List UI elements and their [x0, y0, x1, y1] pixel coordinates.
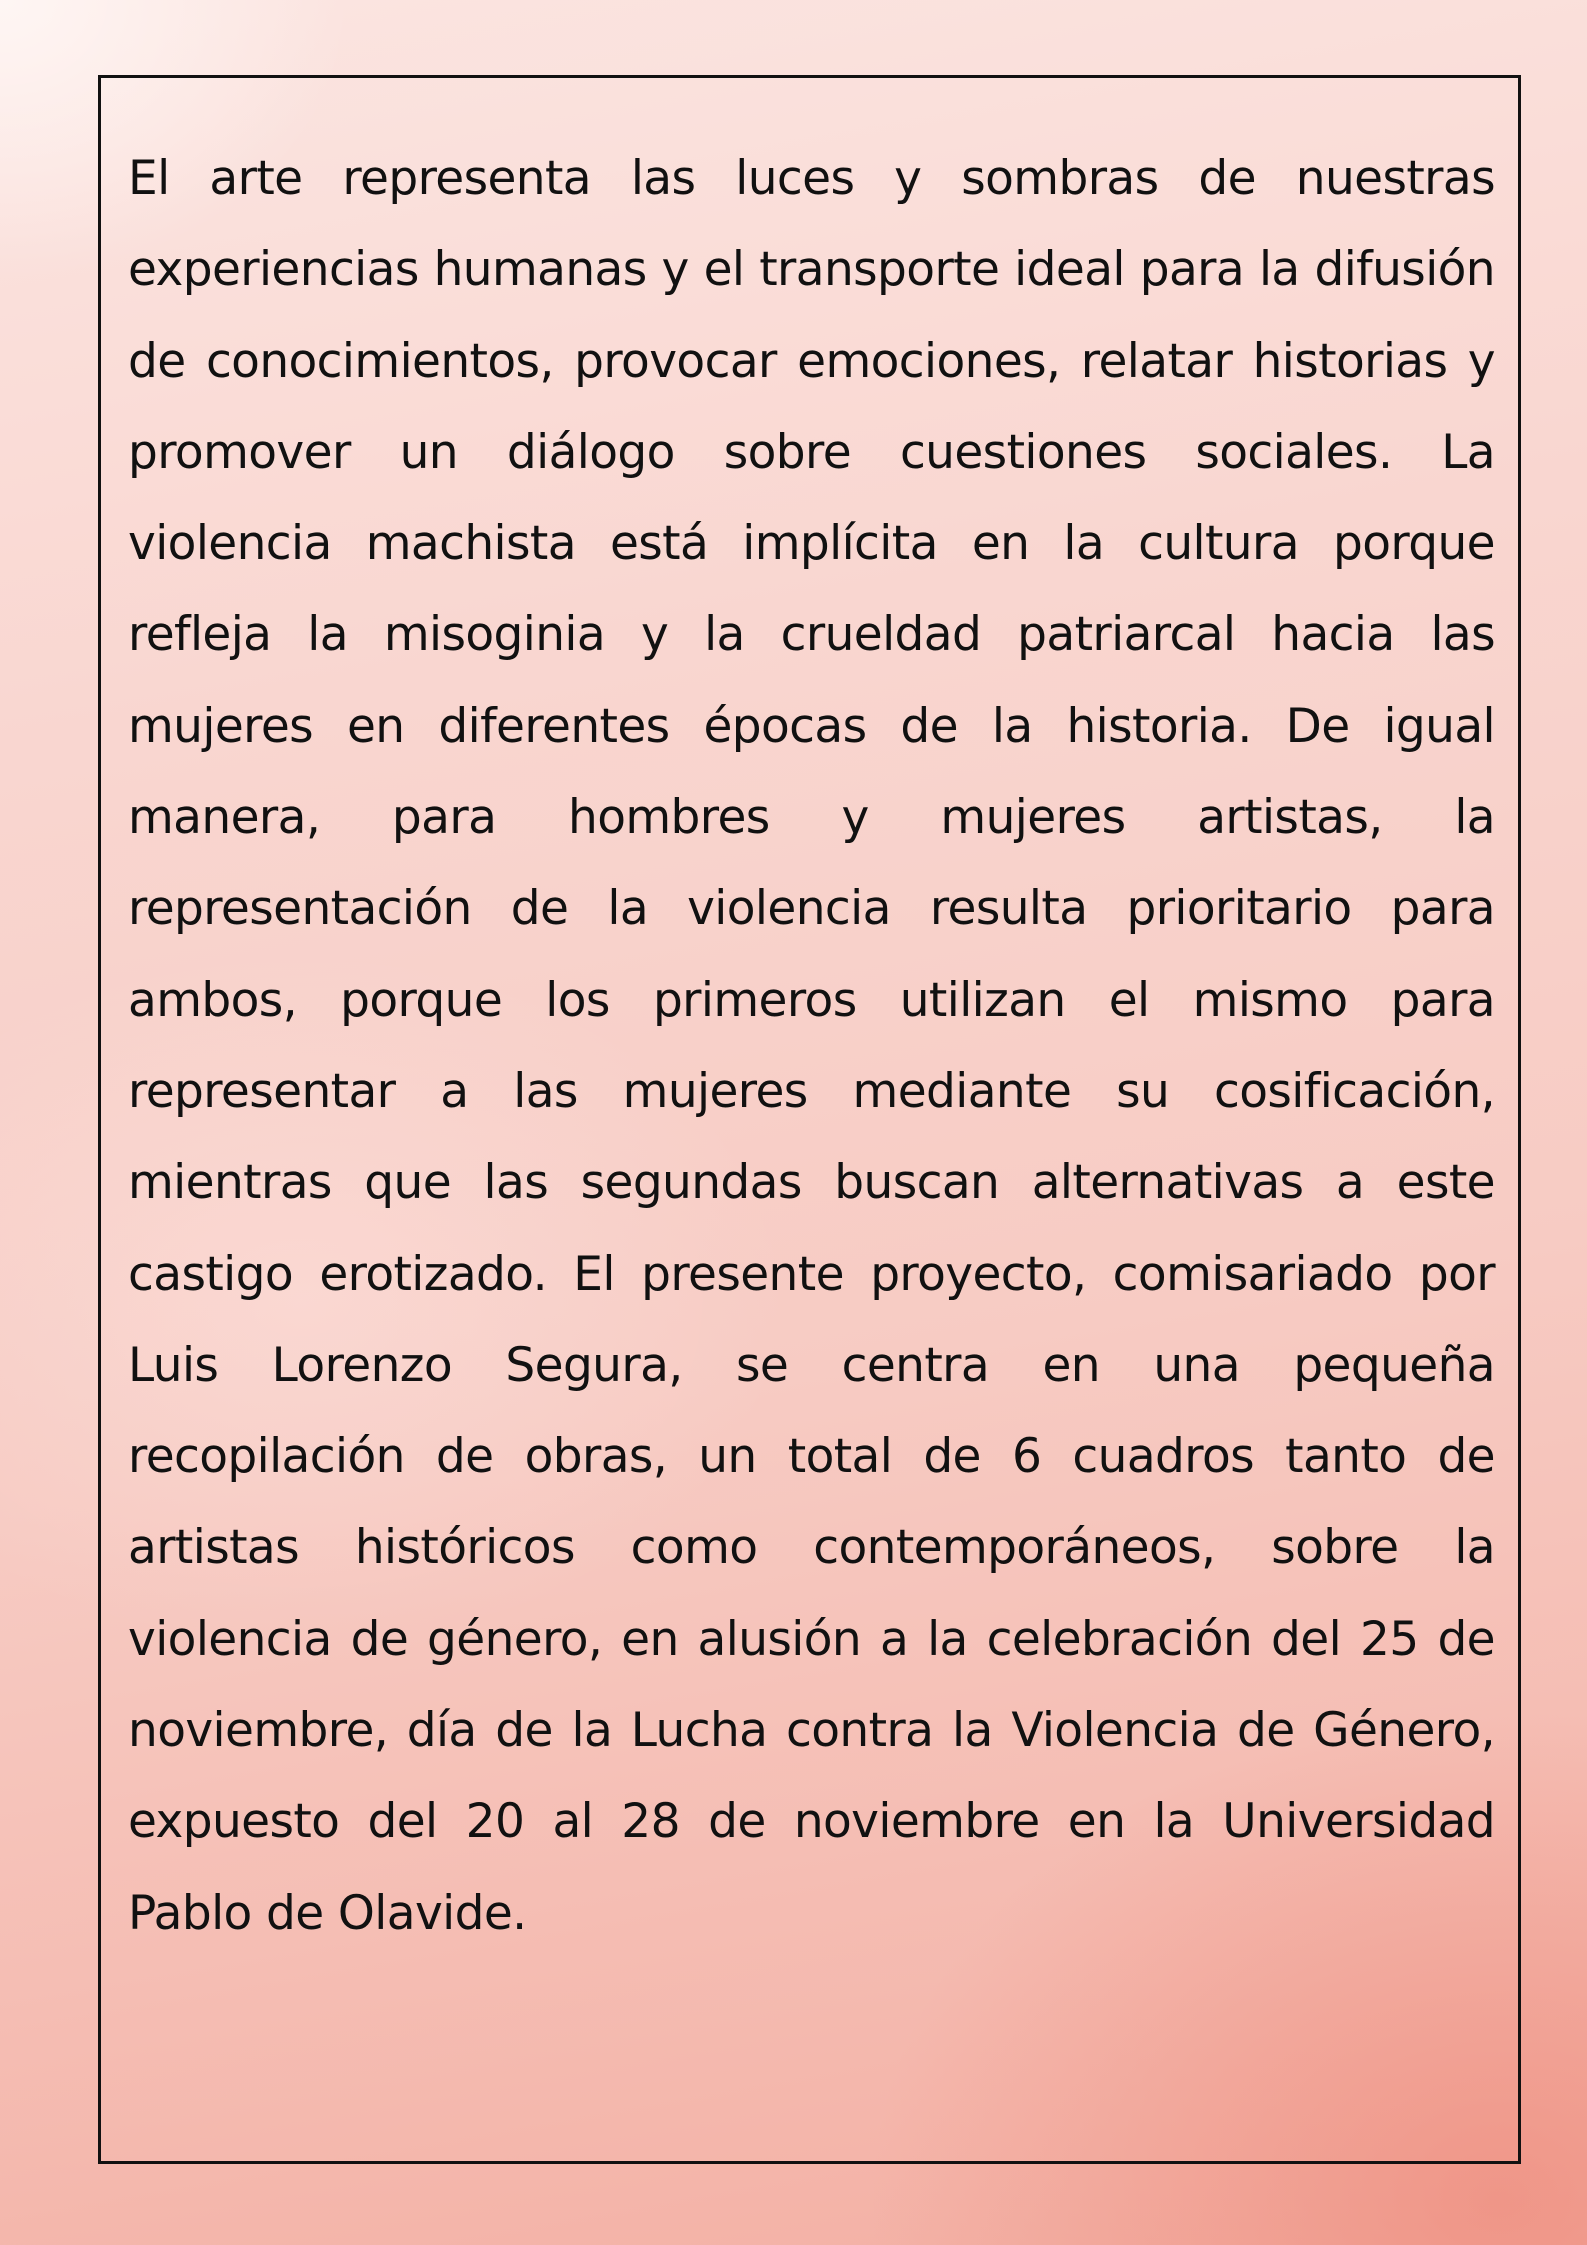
body-paragraph: El arte representa las luces y sombras de nuestras experiencias humanas y el transporte ideal para la difusión de conocimientos, provocar emociones, relatar historias y promover un diálogo sobre cuestiones sociales. La violencia machista está implícita en la cultura porque refleja la misoginia y la crueldad patriarcal hacia las mujeres en diferentes épocas de la historia. De igual manera, para hombres y mujeres artistas, la representación de la violencia resulta prioritario para ambos, porque los primeros utilizan el mismo para representar a las mujeres mediante su cosificación, mientras que las segundas buscan alternativas a este castigo erotizado. El presente proyecto, comisariado por Luis Lorenzo Segura, se centra en una pequeña recopilación de obras, un total de 6 cuadros tanto de artistas históricos como contemporáneos, sobre la violencia de género, en alusión a la celebración del 25 de noviembre, día de la Lucha contra la Violencia de Género, expuesto del 20 al 28 de noviembre en la Universidad Pablo de Olavide. — [128, 151, 1495, 1941]
text-frame — [98, 75, 1521, 2164]
